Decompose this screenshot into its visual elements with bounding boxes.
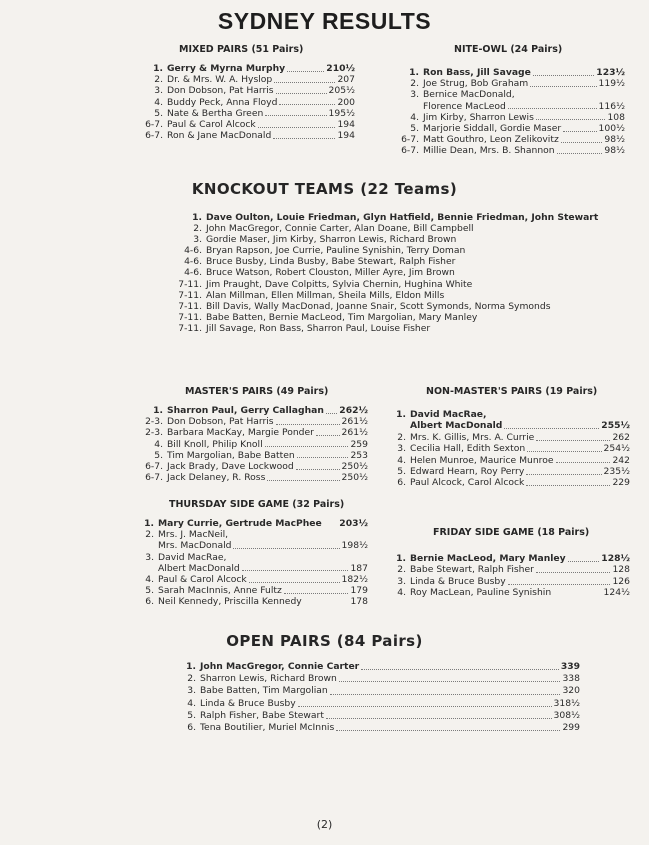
- result-names: David MacRae,: [410, 409, 487, 420]
- result-score: 194: [337, 130, 355, 142]
- result-row: [392, 576, 630, 587]
- result-row: [392, 409, 630, 420]
- result-score: 254½: [603, 443, 630, 455]
- result-score: 259: [350, 438, 368, 450]
- result-row: [140, 427, 368, 438]
- result-row: [140, 574, 368, 585]
- result-rank: 7-11.: [178, 278, 202, 290]
- result-names: Paul & Carol Alcock: [158, 574, 247, 586]
- dot-leader: [339, 680, 561, 682]
- result-names: David MacRae,: [158, 551, 227, 563]
- result-row: [180, 710, 580, 722]
- result-score: 261½: [341, 416, 368, 428]
- result-row: [140, 529, 368, 540]
- result-rank: 4.: [397, 454, 406, 466]
- result-score: 128: [612, 564, 630, 576]
- result-names: Bill Knoll, Philip Knoll: [167, 438, 263, 450]
- result-rank: 2.: [145, 529, 154, 541]
- result-row: [392, 587, 630, 598]
- result-rank: 4-6.: [184, 245, 202, 257]
- result-rank: 1.: [396, 553, 406, 564]
- result-rank: 7-11.: [178, 311, 202, 323]
- result-score: 262½: [339, 405, 368, 416]
- result-names: Gerry & Myrna Murphy: [167, 63, 286, 74]
- result-rank: 1.: [192, 212, 202, 223]
- result-rank: 6-7.: [401, 145, 419, 157]
- dot-leader: [276, 92, 327, 94]
- result-names: Babe Batten, Tim Margolian: [200, 685, 328, 697]
- result-names: John MacGregor, Connie Carter, Alan Doane, Bill Campbell: [206, 223, 474, 235]
- result-row: [170, 256, 610, 267]
- result-row: [170, 267, 610, 278]
- result-rank: 1.: [396, 409, 406, 420]
- result-row: [393, 78, 625, 89]
- result-score: 128½: [601, 553, 630, 564]
- result-row: [135, 130, 355, 141]
- result-score: 308½: [553, 709, 580, 721]
- dot-leader: [527, 450, 601, 452]
- result-score: 123½: [596, 67, 625, 78]
- result-rank: 6-7.: [145, 472, 163, 484]
- result-rank: 4.: [410, 111, 419, 123]
- result-names: Gordie Maser, Jim Kirby, Sharron Lewis, Richard Brown: [206, 234, 457, 246]
- result-rank: 3.: [187, 685, 196, 697]
- result-row: [393, 134, 625, 145]
- result-row: [392, 420, 630, 431]
- result-rank: 6-7.: [145, 119, 163, 131]
- result-rank: 6.: [397, 477, 406, 489]
- result-score: 339: [560, 661, 580, 672]
- result-row: [140, 439, 368, 450]
- result-names: Bill Davis, Wally MacDonad, Joanne Snair, Scott Symonds, Norma Symonds: [206, 300, 551, 312]
- result-rank: 5.: [187, 709, 196, 721]
- result-score: 116½: [598, 100, 625, 112]
- result-rank: 1.: [186, 661, 196, 672]
- dot-leader: [324, 525, 338, 527]
- result-names: Mrs. J. MacNeil,: [158, 529, 229, 541]
- result-rank: 6-7.: [145, 130, 163, 142]
- non-masters-pairs-heading: NON-MASTER'S PAIRS (19 Pairs): [426, 386, 598, 397]
- result-names: Bruce Busby, Linda Busby, Babe Stewart, Ralph Fisher: [206, 256, 456, 268]
- result-names: Jim Kirby, Sharron Lewis: [423, 111, 534, 123]
- result-row: [140, 450, 368, 461]
- dot-leader: [557, 152, 603, 154]
- result-names: Buddy Peck, Anna Floyd: [167, 96, 278, 108]
- result-names: Mrs. MacDonald: [158, 540, 232, 552]
- result-names: Alan Millman, Ellen Millman, Sheila Mills, Eldon Mills: [206, 289, 445, 301]
- dot-leader: [568, 560, 600, 562]
- result-names: Jill Savage, Ron Bass, Sharron Paul, Louise Fisher: [206, 322, 431, 334]
- result-row: [170, 301, 610, 312]
- dot-leader: [228, 558, 366, 560]
- result-rank: 7-11.: [178, 322, 202, 334]
- result-score: 250½: [341, 472, 368, 484]
- result-score: 187: [350, 562, 368, 574]
- result-rank: 3.: [154, 85, 163, 97]
- result-names: Roy MacLean, Pauline Synishin: [410, 587, 552, 599]
- result-names: Helen Munroe, Maurice Munroe: [410, 454, 554, 466]
- result-row: [180, 673, 580, 685]
- result-row: [140, 416, 368, 427]
- result-score: 203½: [339, 518, 368, 529]
- dot-leader: [489, 416, 628, 418]
- result-rank: 2.: [193, 223, 202, 235]
- dot-leader: [284, 592, 349, 594]
- result-score: 124½: [603, 587, 630, 599]
- result-row: [180, 685, 580, 697]
- dot-leader: [274, 81, 335, 83]
- thursday-side-heading: THURSDAY SIDE GAME (32 Pairs): [169, 499, 345, 510]
- dot-leader: [508, 583, 611, 585]
- result-rank: 2.: [397, 431, 406, 443]
- dot-leader: [273, 137, 335, 139]
- page-number: (2): [316, 818, 333, 831]
- result-names: Ron & Jane MacDonald: [167, 130, 272, 142]
- result-names: Jim Praught, Dave Colpitts, Sylvia Chernin, Hughina White: [206, 278, 473, 290]
- result-rank: 2.: [410, 78, 419, 90]
- result-names: Linda & Bruce Busby: [200, 697, 296, 709]
- result-rank: 4.: [397, 587, 406, 599]
- result-names: Ralph Fisher, Babe Stewart: [200, 709, 324, 721]
- dot-leader: [304, 603, 349, 605]
- result-rank: 5.: [397, 466, 406, 478]
- open-pairs-list: [180, 661, 580, 734]
- result-score: 195½: [328, 107, 355, 119]
- result-names: Millie Dean, Mrs. B. Shannon: [423, 145, 555, 157]
- result-row: [140, 405, 368, 416]
- result-rank: 1.: [153, 405, 163, 416]
- result-rank: 5.: [154, 449, 163, 461]
- result-names: Bernie MacLeod, Mary Manley: [410, 553, 566, 564]
- result-rank: 5.: [154, 107, 163, 119]
- result-row: [180, 661, 580, 673]
- open-pairs-heading: OPEN PAIRS (84 Pairs): [226, 632, 423, 650]
- result-rank: 1.: [409, 67, 419, 78]
- result-rank: 4-6.: [184, 267, 202, 279]
- result-row: [135, 74, 355, 85]
- dot-leader: [517, 96, 623, 98]
- result-score: 229: [612, 477, 630, 489]
- result-row: [170, 290, 610, 301]
- friday-side-list: [392, 553, 630, 599]
- result-names: Paul & Carol Alcock: [167, 119, 256, 131]
- result-row: [393, 123, 625, 134]
- result-names: Linda & Bruce Busby: [410, 575, 506, 587]
- dot-leader: [553, 594, 601, 596]
- result-row: [140, 540, 368, 551]
- result-row: [392, 564, 630, 575]
- nite-owl-list: [393, 67, 625, 157]
- result-names: Jack Brady, Dave Lockwood: [167, 461, 294, 473]
- result-names: Babe Batten, Bernie MacLeod, Tim Margolian, Mary Manley: [206, 311, 478, 323]
- result-names: John MacGregor, Connie Carter: [200, 661, 360, 672]
- result-score: 198½: [341, 540, 368, 552]
- result-score: 119½: [598, 78, 625, 90]
- result-rank: 5.: [410, 123, 419, 135]
- result-row: [170, 312, 610, 323]
- result-rank: 3.: [410, 89, 419, 101]
- result-row: [170, 234, 610, 245]
- result-rank: 4.: [187, 697, 196, 709]
- dot-leader: [265, 114, 326, 116]
- result-rank: 4.: [145, 574, 154, 586]
- result-row: [140, 461, 368, 472]
- dot-leader: [504, 427, 599, 429]
- result-score: 98½: [604, 145, 625, 157]
- result-row: [135, 63, 355, 74]
- result-names: Don Dobson, Pat Harris: [167, 416, 274, 428]
- result-score: 207: [337, 74, 355, 86]
- result-rank: 6-7.: [145, 461, 163, 473]
- dot-leader: [536, 118, 606, 120]
- result-names: Bruce Watson, Robert Clouston, Miller Ayre, Jim Brown: [206, 267, 455, 279]
- result-row: [180, 722, 580, 734]
- result-names: Bernice MacDonald,: [423, 89, 515, 101]
- result-score: 338: [562, 673, 580, 685]
- masters-pairs-heading: MASTER'S PAIRS (49 Pairs): [185, 386, 329, 397]
- result-names: Tena Boutilier, Muriel McInnis: [200, 722, 335, 734]
- result-row: [140, 472, 368, 483]
- result-row: [135, 119, 355, 130]
- result-row: [392, 553, 630, 564]
- page-title: SYDNEY RESULTS: [217, 8, 432, 34]
- result-score: 108: [607, 111, 625, 123]
- result-names: Nate & Bertha Green: [167, 107, 264, 119]
- result-score: 200: [337, 96, 355, 108]
- result-rank: 2.: [397, 564, 406, 576]
- result-names: Jack Delaney, R. Ross: [167, 472, 266, 484]
- result-row: [140, 596, 368, 607]
- result-score: 182½: [341, 574, 368, 586]
- result-rank: 5.: [145, 585, 154, 597]
- result-row: [135, 97, 355, 108]
- dot-leader: [336, 729, 560, 731]
- dot-leader: [298, 705, 552, 707]
- result-names: Mary Currie, Gertrude MacPhee: [158, 518, 322, 529]
- result-names: Albert MacDonald: [158, 562, 240, 574]
- dot-leader: [230, 536, 366, 538]
- result-names: Sharron Lewis, Richard Brown: [200, 673, 337, 685]
- result-rank: 3.: [397, 575, 406, 587]
- result-rank: 6.: [187, 722, 196, 734]
- non-masters-pairs-list: [392, 409, 630, 489]
- result-names: Matt Gouthro, Leon Zelikovitz: [423, 134, 559, 146]
- result-row: [393, 145, 625, 156]
- result-row: [170, 223, 610, 234]
- result-row: [392, 455, 630, 466]
- result-score: 179: [350, 585, 368, 597]
- result-rank: 2.: [154, 74, 163, 86]
- result-names: Tim Margolian, Babe Batten: [167, 449, 295, 461]
- result-score: 210½: [326, 63, 355, 74]
- dot-leader: [267, 479, 339, 481]
- result-score: 205½: [328, 85, 355, 97]
- result-names: Cecilia Hall, Edith Sexton: [410, 443, 526, 455]
- result-row: [392, 466, 630, 477]
- result-rank: 2-3.: [145, 427, 163, 439]
- result-names: Sarah MacInnis, Anne Fultz: [158, 585, 282, 597]
- result-row: [393, 89, 625, 100]
- result-row: [140, 563, 368, 574]
- dot-leader: [287, 70, 324, 72]
- result-score: 242: [612, 454, 630, 466]
- result-score: 255½: [601, 420, 630, 432]
- result-names: Babe Stewart, Ralph Fisher: [410, 564, 534, 576]
- result-names: Sharron Paul, Gerry Callaghan: [167, 405, 324, 416]
- result-score: 235½: [603, 466, 630, 478]
- result-score: 253: [350, 449, 368, 461]
- result-names: Bryan Rapson, Joe Currie, Pauline Synishin, Terry Doman: [206, 245, 466, 257]
- result-rank: 6-7.: [401, 134, 419, 146]
- dot-leader: [526, 473, 601, 475]
- result-names: Don Dobson, Pat Harris: [167, 85, 274, 97]
- dot-leader: [361, 668, 559, 670]
- result-score: 318½: [553, 697, 580, 709]
- dot-leader: [316, 434, 340, 436]
- result-rank: 4-6.: [184, 256, 202, 268]
- result-row: [170, 279, 610, 290]
- dot-leader: [258, 126, 336, 128]
- result-names: Mrs. K. Gillis, Mrs. A. Currie: [410, 431, 535, 443]
- dot-leader: [276, 423, 340, 425]
- result-rank: 7-11.: [178, 289, 202, 301]
- result-row: [170, 245, 610, 256]
- result-score: 320: [562, 685, 580, 697]
- result-names: Neil Kennedy, Priscilla Kennedy: [158, 596, 302, 608]
- result-score: 100½: [598, 123, 625, 135]
- result-names: Edward Hearn, Roy Perry: [410, 466, 525, 478]
- result-row: [393, 101, 625, 112]
- result-score: 250½: [341, 461, 368, 473]
- dot-leader: [508, 107, 597, 109]
- dot-leader: [556, 461, 611, 463]
- dot-leader: [297, 456, 349, 458]
- nite-owl-heading: NITE-OWL (24 Pairs): [454, 44, 563, 55]
- result-names: Florence MacLeod: [423, 100, 506, 112]
- result-rank: 4.: [154, 438, 163, 450]
- result-score: 299: [562, 722, 580, 734]
- result-row: [170, 323, 610, 334]
- result-row: [135, 85, 355, 96]
- result-score: 178: [350, 596, 368, 608]
- result-score: 194: [337, 119, 355, 131]
- dot-leader: [561, 141, 603, 143]
- result-rank: 1.: [144, 518, 154, 529]
- dot-leader: [326, 412, 337, 414]
- result-score: 126: [612, 575, 630, 587]
- result-row: [180, 698, 580, 710]
- dot-leader: [242, 569, 349, 571]
- result-row: [393, 112, 625, 123]
- result-rank: 6.: [145, 596, 154, 608]
- dot-leader: [326, 717, 552, 719]
- result-rank: 3.: [193, 234, 202, 246]
- dot-leader: [536, 439, 610, 441]
- result-rank: 2.: [187, 673, 196, 685]
- dot-leader: [530, 85, 596, 87]
- result-rank: 1.: [153, 63, 163, 74]
- masters-pairs-list: [140, 405, 368, 483]
- result-rank: 4.: [154, 96, 163, 108]
- result-row: [135, 108, 355, 119]
- result-names: Marjorie Siddall, Gordie Maser: [423, 123, 562, 135]
- result-names: Dr. & Mrs. W. A. Hyslop: [167, 74, 273, 86]
- result-names: Barbara MacKay, Margie Ponder: [167, 427, 314, 439]
- result-row: [392, 432, 630, 443]
- result-rank: 3.: [397, 443, 406, 455]
- result-names: Joe Strug, Bob Graham: [423, 78, 529, 90]
- result-score: 98½: [604, 134, 625, 146]
- knockout-list: [170, 212, 610, 334]
- result-rank: 2-3.: [145, 416, 163, 428]
- result-names: Albert MacDonald: [410, 420, 503, 432]
- result-row: [393, 67, 625, 78]
- dot-leader: [536, 571, 611, 573]
- dot-leader: [233, 547, 339, 549]
- dot-leader: [563, 130, 596, 132]
- dot-leader: [279, 103, 335, 105]
- knockout-heading: KNOCKOUT TEAMS (22 Teams): [191, 180, 458, 198]
- result-score: 262: [612, 431, 630, 443]
- dot-leader: [330, 693, 561, 695]
- result-row: [140, 552, 368, 563]
- mixed-pairs-list: [135, 63, 355, 141]
- dot-leader: [533, 74, 594, 76]
- result-names: Dave Oulton, Louie Friedman, Glyn Hatfield, Bennie Friedman, John Stewart: [206, 212, 599, 223]
- result-names: Paul Alcock, Carol Alcock: [410, 477, 525, 489]
- dot-leader: [296, 468, 340, 470]
- result-row: [392, 477, 630, 488]
- result-names: Ron Bass, Jill Savage: [423, 67, 531, 78]
- dot-leader: [249, 581, 340, 583]
- result-rank: 3.: [145, 551, 154, 563]
- result-rank: 7-11.: [178, 300, 202, 312]
- dot-leader: [265, 445, 349, 447]
- result-row: [392, 443, 630, 454]
- result-row: [140, 585, 368, 596]
- result-row: [170, 212, 610, 223]
- dot-leader: [526, 484, 610, 486]
- result-row: [140, 518, 368, 529]
- friday-side-heading: FRIDAY SIDE GAME (18 Pairs): [433, 527, 590, 538]
- result-score: 261½: [341, 427, 368, 439]
- thursday-side-list: [140, 518, 368, 608]
- mixed-pairs-heading: MIXED PAIRS (51 Pairs): [179, 44, 304, 55]
